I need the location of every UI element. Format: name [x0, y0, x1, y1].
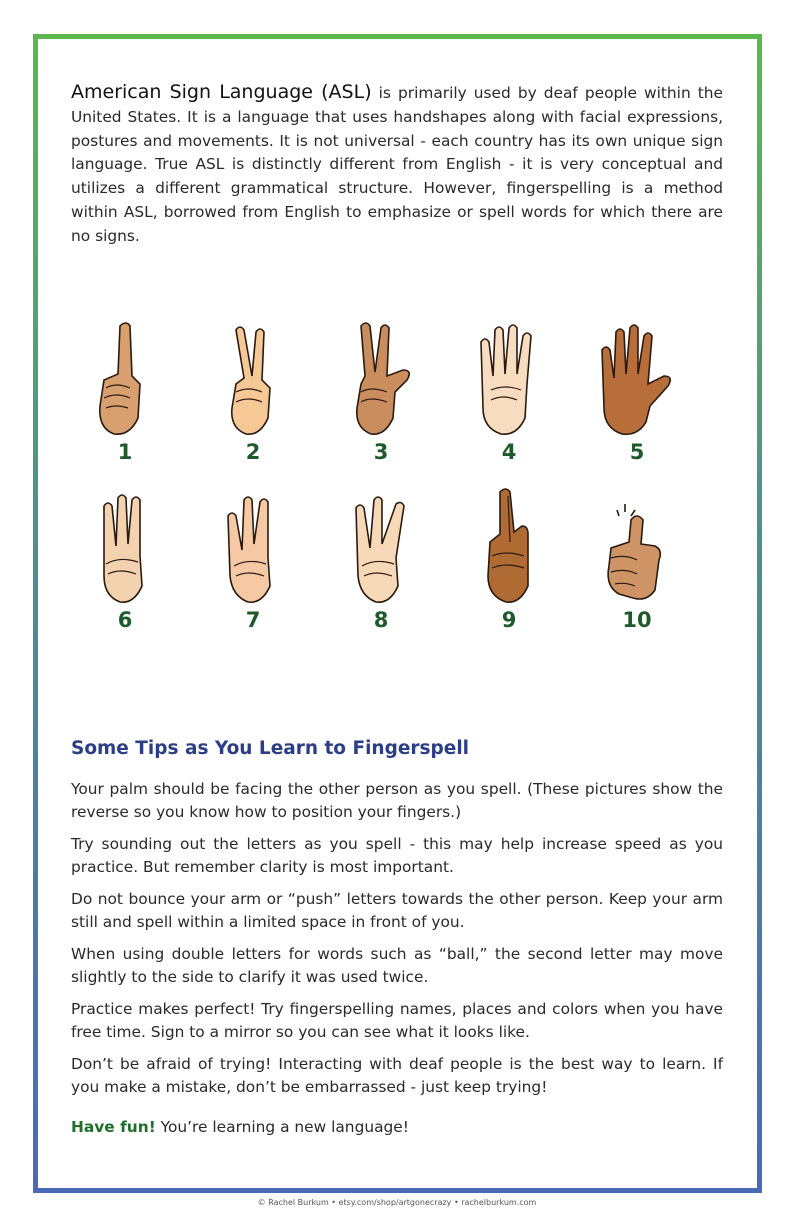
sign-2 — [208, 318, 298, 464]
number-label: 10 — [622, 608, 652, 632]
sign-6 — [80, 486, 170, 632]
number-label: 9 — [501, 608, 517, 632]
intro-paragraph — [71, 81, 723, 249]
closing-text: You’re learning a new language! — [155, 1118, 409, 1136]
tip-item: When using double letters for words such as “ball,” the second letter may move slightly to the side to clarify it was used twice. — [71, 945, 723, 986]
tips-heading: Some Tips as You Learn to Fingerspell — [71, 738, 470, 759]
sign-8 — [336, 486, 426, 632]
hand-5-icon — [592, 318, 682, 438]
tip-item: Your palm should be facing the other person as you spell. (These pictures show the reverse so you know how to position your fingers.) — [71, 780, 723, 821]
number-label: 4 — [501, 440, 517, 464]
sign-3 — [336, 318, 426, 464]
tip-item: Do not bounce your arm or “push” letters towards the other person. Keep your arm still and spell within a limited space in front of you. — [71, 890, 723, 931]
hand-1-icon — [90, 318, 160, 438]
tip-item: Try sounding out the letters as you spell - this may help increase speed as you practice. But remember clarity is most important. — [71, 835, 723, 876]
closing-bold: Have fun! — [71, 1118, 156, 1136]
intro-text: is primarily used by deaf people within the United States. It is a language that uses handshapes along with facial expressions, postures and movements. It is not universal - each country has its own unique sign language. True ASL is distinctly different from English - it is very conceptual and utilizes a different grammatical structure. However, fingerspelling is a method within ASL, borrowed from English to emphasize or spell words for which there are no signs. — [71, 84, 723, 245]
hand-4-icon — [469, 318, 549, 438]
sign-5 — [592, 318, 682, 464]
hand-8-icon — [346, 486, 416, 606]
tip-item: Practice makes perfect! Try fingerspelling names, places and colors when you have free time. Sign to a mirror so you can see what it looks like. — [71, 1000, 723, 1041]
hand-9-icon — [474, 486, 544, 606]
sign-1 — [80, 318, 170, 464]
sign-9 — [464, 486, 554, 632]
sign-4 — [464, 318, 554, 464]
number-label: 6 — [117, 608, 133, 632]
hand-3-icon — [341, 318, 421, 438]
tip-item: Don’t be afraid of trying! Interacting with deaf people is the best way to learn. If you make a mistake, don’t be embarrassed - just keep trying! — [71, 1055, 723, 1096]
sign-7 — [208, 486, 298, 632]
intro-lead: American Sign Language (ASL) — [71, 81, 372, 103]
number-label: 7 — [245, 608, 261, 632]
number-label: 2 — [245, 440, 261, 464]
footer-credits: © Rachel Burkum • etsy.com/shop/artgonecrazy • rachelburkum.com — [257, 1198, 537, 1207]
closing-line — [71, 1118, 409, 1136]
hand-2-icon — [218, 318, 288, 438]
hand-6-icon — [90, 486, 160, 606]
hand-7-icon — [218, 486, 288, 606]
number-label: 5 — [629, 440, 645, 464]
sign-10 — [592, 486, 682, 632]
tips-list — [71, 778, 723, 1108]
number-label: 3 — [373, 440, 389, 464]
hand-10-icon — [597, 486, 677, 606]
number-label: 1 — [117, 440, 133, 464]
number-label: 8 — [373, 608, 389, 632]
